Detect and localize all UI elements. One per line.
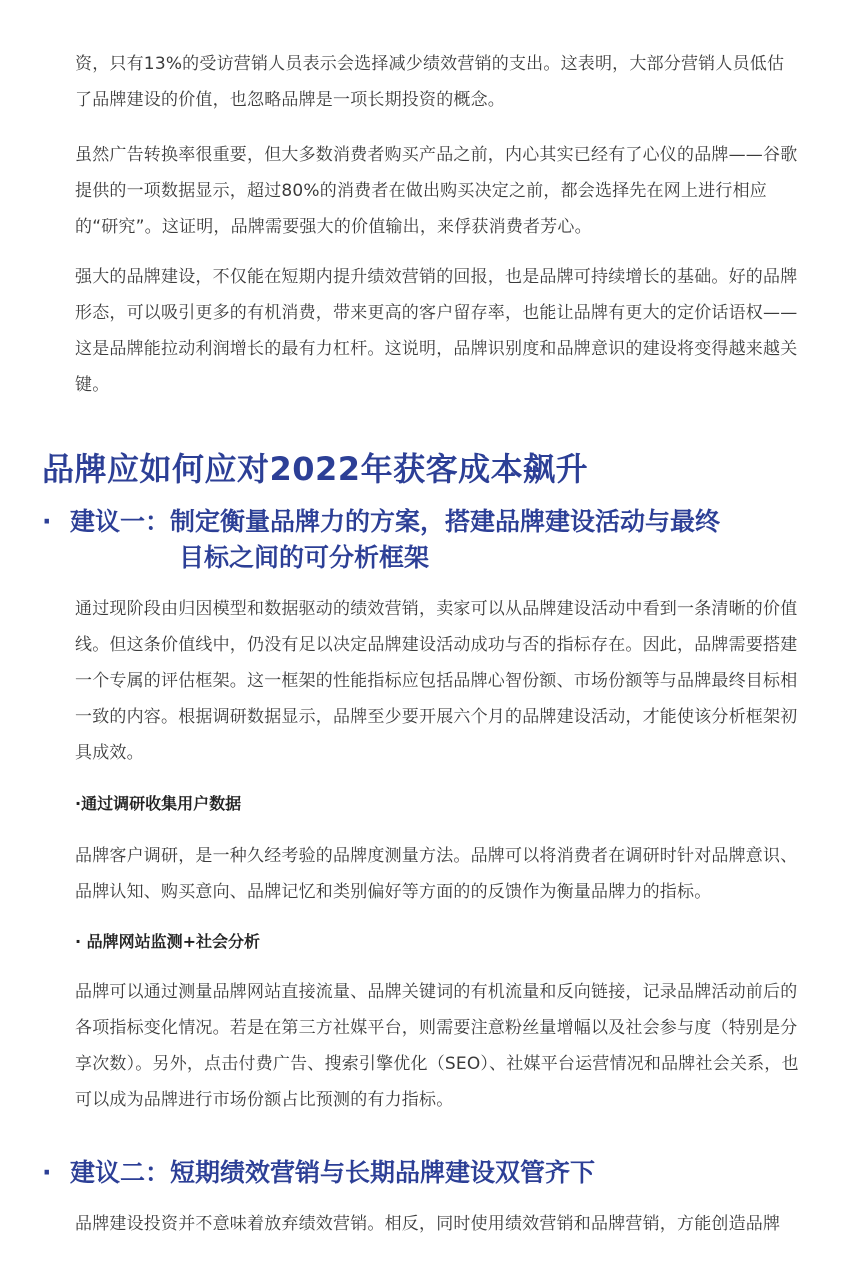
suggestion-one-prefix: 建议一： xyxy=(70,507,171,536)
section-title: 品牌应如何应对2022年获客成本飙升 xyxy=(42,450,589,488)
suggestion-two-prefix: 建议二： xyxy=(70,1158,171,1187)
paragraph-2: 虽然广告转换率很重要，但大多数消费者购买产品之前，内心其实已经有了心仪的品牌——谷歌提供的一项数据显示，超过80%的消费者在做出购买决定之前，都会选择先在网上进行相应的“研究”。这证明，品牌需要强大的价值输出，来俘获消费者芳心。 xyxy=(75,145,798,237)
suggestion-two-heading xyxy=(42,1155,595,1191)
paragraph-5: 品牌客户调研，是一种久经考验的品牌度测量方法。品牌可以将消费者在调研时针对品牌意识、品牌认知、购买意向、品牌记忆和类别偏好等方面的的反馈作为衡量品牌力的指标。 xyxy=(75,846,798,902)
suggestion-one-heading xyxy=(42,504,720,576)
heading-bullet: · xyxy=(42,507,52,536)
paragraph-4: 通过现阶段由归因模型和数据驱动的绩效营销，卖家可以从品牌建设活动中看到一条清晰的价值线。但这条价值线中，仍没有足以决定品牌建设活动成功与否的指标存在。因此，品牌需要搭建一个专属的评估框架。这一框架的性能指标应包括品牌心智份额、市场份额等与品牌最终目标相一致的内容。根据调研数据显示，品牌至少要开展六个月的品牌建设活动，才能使该分析框架初具成效。 xyxy=(75,599,798,763)
suggestion-two-text: 短期绩效营销与长期品牌建设双管齐下 xyxy=(170,1158,596,1187)
suggestion-one-line-1: 制定衡量品牌力的方案，搭建品牌建设活动与最终 xyxy=(170,507,721,536)
paragraph-7: 品牌建设投资并不意味着放弃绩效营销。相反，同时使用绩效营销和品牌营销，方能创造品牌 xyxy=(75,1214,781,1234)
paragraph-6: 品牌可以通过测量品牌网站直接流量、品牌关键词的有机流量和反向链接，记录品牌活动前后的各项指标变化情况。若是在第三方社媒平台，则需要注意粉丝量增幅以及社会参与度（特别是分享次数）。另外，点击付费广告、搜索引擎优化（SEO）、社媒平台运营情况和品牌社会关系，也可以成为品牌进行市场份额占比预测的有力指标。 xyxy=(75,982,799,1110)
paragraph-1: 资，只有13%的受访营销人员表示会选择减少绩效营销的支出。这表明，大部分营销人员低估了品牌建设的价值，也忽略品牌是一项长期投资的概念。 xyxy=(75,54,785,110)
heading-bullet: · xyxy=(42,1158,52,1187)
paragraph-3: 强大的品牌建设，不仅能在短期内提升绩效营销的回报，也是品牌可持续增长的基础。好的品牌形态，可以吸引更多的有机消费，带来更高的客户留存率，也能让品牌有更大的定价话语权——这是品牌能拉动利润增长的最有力杠杆。这说明，品牌识别度和品牌意识的建设将变得越来越关键。 xyxy=(75,267,798,395)
subheading-website-monitoring: · 品牌网站监测+社会分析 xyxy=(75,932,261,951)
subheading-survey: ·通过调研收集用户数据 xyxy=(75,794,242,813)
suggestion-one-line-2: 目标之间的可分析框架 xyxy=(179,543,430,572)
